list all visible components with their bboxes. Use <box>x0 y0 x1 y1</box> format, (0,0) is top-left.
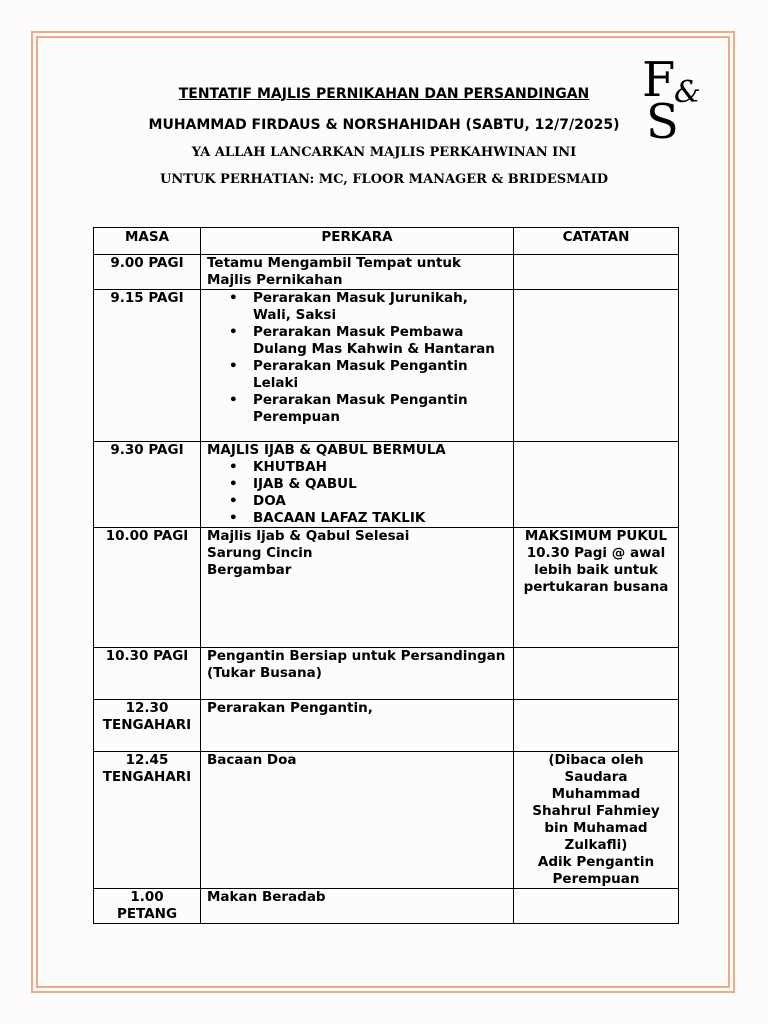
document-title: TENTATIF MAJLIS PERNIKAHAN DAN PERSANDINGAN <box>178 86 590 102</box>
note-line: Adik Pengantin Perempuan <box>537 854 655 887</box>
row-activity <box>201 290 514 442</box>
row-time: 9.15 PAGI <box>94 290 201 442</box>
row-activity: Perarakan Pengantin, <box>201 700 514 752</box>
row-note <box>514 752 679 889</box>
table-row <box>94 528 679 648</box>
row-time: 1.00 PETANG <box>94 889 201 924</box>
row-note <box>514 700 679 752</box>
row-activity <box>201 442 514 528</box>
column-header-catatan: CATATAN <box>514 228 679 255</box>
table-header-row <box>94 228 679 255</box>
activity-line: (Tukar Busana) <box>207 665 322 681</box>
activity-line: Sarung Cincin <box>207 545 313 561</box>
list-item: • IJAB & QABUL <box>253 476 507 493</box>
row-activity: Tetamu Mengambil Tempat untuk Majlis Pernikahan <box>201 255 514 290</box>
monogram-letter-s: S <box>646 94 679 144</box>
row-time: 12.30 TENGAHARI <box>94 700 201 752</box>
row-note <box>514 648 679 700</box>
table-row <box>94 889 679 924</box>
row-time: 9.00 PAGI <box>94 255 201 290</box>
activity-line: Pengantin Bersiap untuk Persandingan <box>207 648 506 664</box>
list-item: • Perarakan Masuk Pembawa Dulang Mas Kahwin & Hantaran <box>253 324 507 358</box>
column-header-perkara: PERKARA <box>201 228 514 255</box>
list-item: • Perarakan Masuk Pengantin Perempuan <box>253 392 507 426</box>
activity-line: Bergambar <box>207 562 292 578</box>
list-item: • Perarakan Masuk Jurunikah, Wali, Saksi <box>253 290 507 324</box>
table-row <box>94 255 679 290</box>
list-item: • BACAAN LAFAZ TAKLIK <box>253 510 507 527</box>
row-time: 10.30 PAGI <box>94 648 201 700</box>
column-header-masa: MASA <box>94 228 201 255</box>
row-note <box>514 889 679 924</box>
list-item: • KHUTBAH <box>253 459 507 476</box>
list-item: • Perarakan Masuk Pengantin Lelaki <box>253 358 507 392</box>
table-row <box>94 752 679 889</box>
list-item: • DOA <box>253 493 507 510</box>
table-row <box>94 442 679 528</box>
row-note <box>514 290 679 442</box>
row-activity: Makan Beradab <box>201 889 514 924</box>
monogram-ampersand: & <box>674 75 701 110</box>
row-time: 10.00 PAGI <box>94 528 201 648</box>
prayer-line: YA ALLAH LANCARKAN MAJLIS PERKAHWINAN INI <box>191 145 577 160</box>
row-time: 12.45 TENGAHARI <box>94 752 201 889</box>
monogram-letter-f: F <box>642 52 676 108</box>
row-note <box>514 255 679 290</box>
attention-line: UNTUK PERHATIAN: MC, FLOOR MANAGER & BRIDESMAID <box>159 172 609 187</box>
row-note <box>514 442 679 528</box>
activity-line: MAJLIS IJAB & QABUL BERMULA <box>207 442 446 458</box>
row-time: 9.30 PAGI <box>94 442 201 528</box>
activity-line: Majlis Ijab & Qabul Selesai <box>207 528 410 544</box>
row-activity <box>201 648 514 700</box>
couple-line: MUHAMMAD FIRDAUS & NORSHAHIDAH (SABTU, 12/7/2025) <box>148 117 620 133</box>
table-row <box>94 700 679 752</box>
table-row <box>94 290 679 442</box>
schedule-table <box>93 227 679 924</box>
row-activity <box>201 528 514 648</box>
table-row <box>94 648 679 700</box>
row-note: MAKSIMUM PUKUL 10.30 Pagi @ awal lebih baik untuk pertukaran busana <box>514 528 679 648</box>
note-line: (Dibaca oleh Saudara Muhammad Shahrul Fahmiey bin Muhamad Zulkafli) <box>532 752 660 853</box>
row-activity: Bacaan Doa <box>201 752 514 889</box>
